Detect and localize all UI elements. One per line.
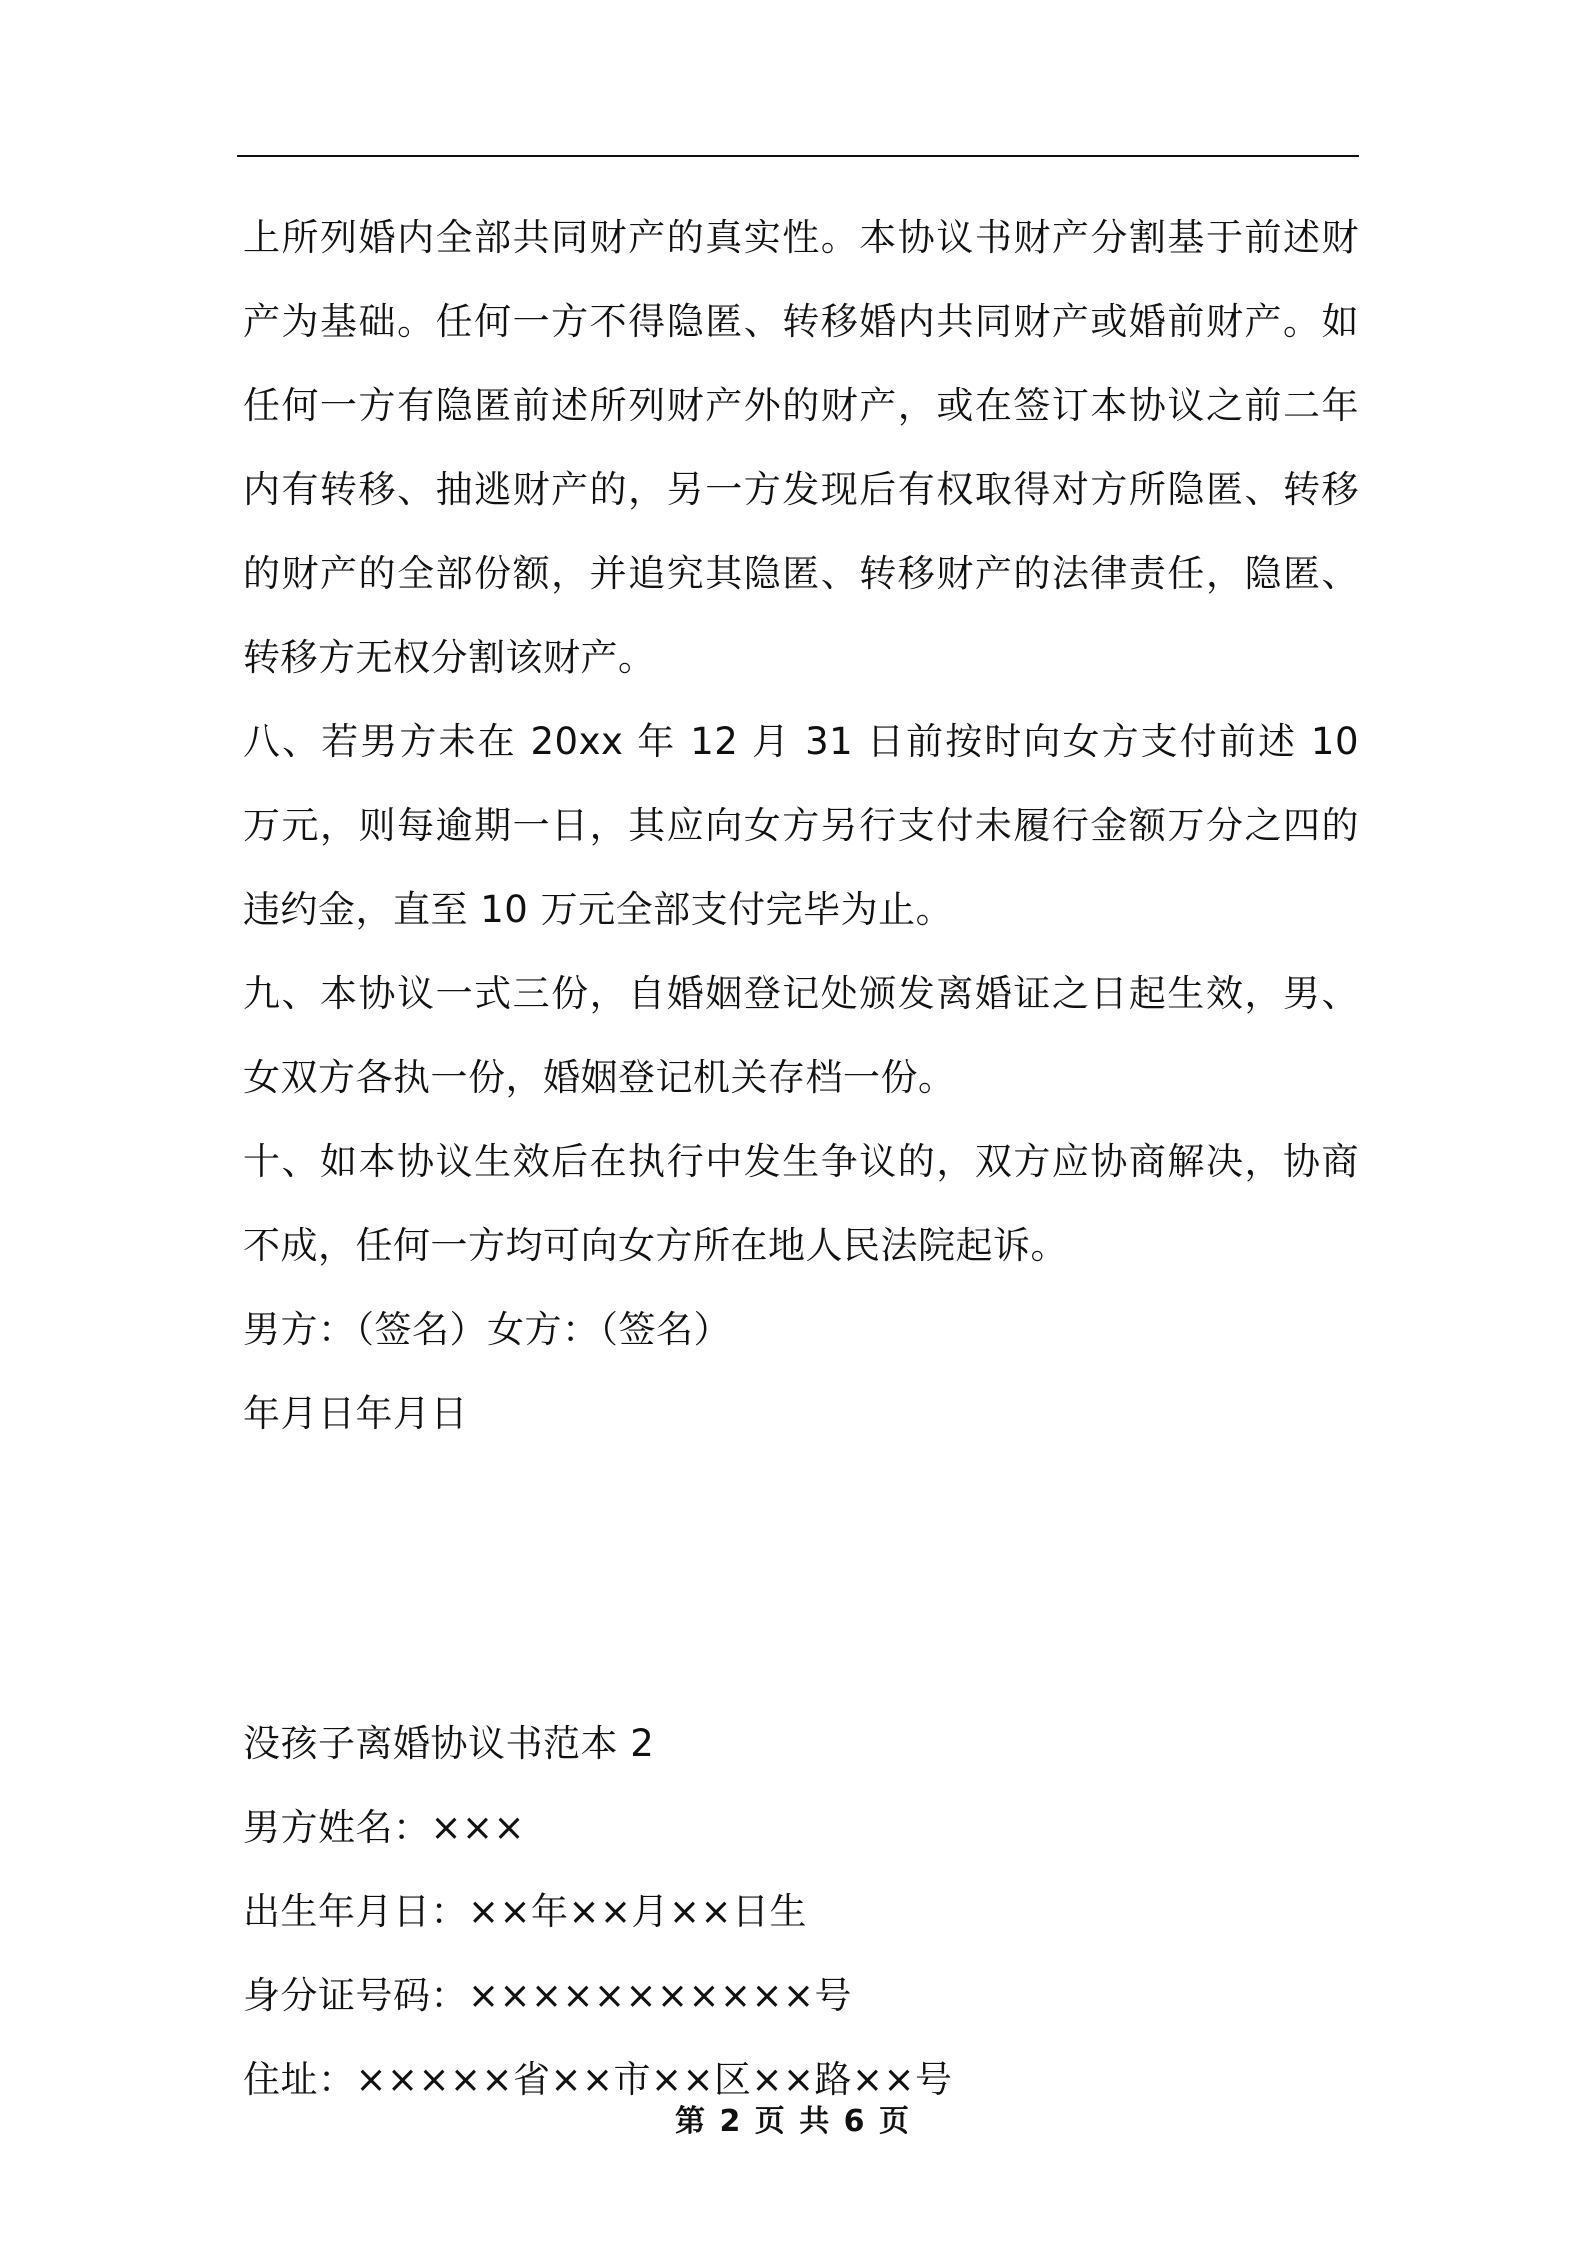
paragraph-clause-ten: 十、如本协议生效后在执行中发生争议的，双方应协商解决，协商不成，任何一方均可向女方所在地人民法院起诉。 bbox=[243, 1140, 1359, 1267]
address-line: 住址：×××××省××市××区××路××号 bbox=[243, 2058, 953, 2101]
header-rule bbox=[237, 155, 1359, 157]
paragraph-clause-eight: 八、若男方未在 20xx 年 12 月 31 日前按时向女方支付前述 10 万元，则每逾期一日，其应向女方另行支付未履行金额万分之四的违约金，直至 10 万元全部支付完毕为止。 bbox=[243, 720, 1359, 931]
section-title: 没孩子离婚协议书范本 2 bbox=[243, 1722, 655, 1765]
date-line: 年月日年月日 bbox=[243, 1392, 468, 1435]
page-number-footer: 第 2 页 共 6 页 bbox=[675, 2104, 911, 2139]
paragraph-property-truthfulness: 上所列婚内全部共同财产的真实性。本协议书财产分割基于前述财产为基础。任何一方不得隐匿、转移婚内共同财产或婚前财产。如任何一方有隐匿前述所列财产外的财产，或在签订本协议之前二年内有转移、抽逃财产的，另一方发现后有权取得对方所隐匿、转移的财产的全部份额，并追究其隐匿、转移财产的法律责任，隐匿、转移方无权分割该财产。 bbox=[243, 216, 1359, 679]
paragraph-clause-nine: 九、本协议一式三份，自婚姻登记处颁发离婚证之日起生效，男、女双方各执一份，婚姻登记机关存档一份。 bbox=[243, 972, 1359, 1099]
male-name-line: 男方姓名：××× bbox=[243, 1806, 526, 1849]
section-gap bbox=[243, 1456, 1359, 1702]
id-number-line: 身分证号码：×××××××××××号 bbox=[243, 1974, 853, 2017]
birth-date-line: 出生年月日：××年××月××日生 bbox=[243, 1890, 808, 1933]
signature-line: 男方：（签名）女方：（签名） bbox=[243, 1308, 731, 1351]
document-body bbox=[243, 196, 1359, 2122]
